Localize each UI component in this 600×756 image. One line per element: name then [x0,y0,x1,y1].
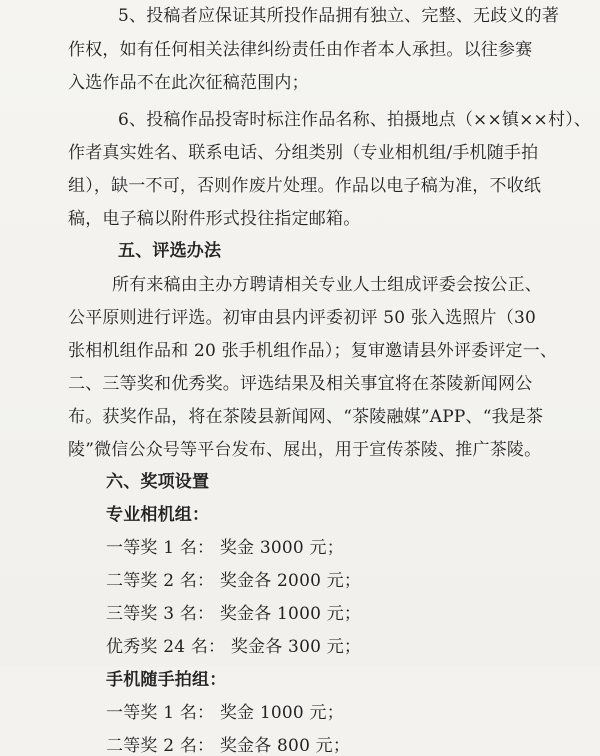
evaluation-paragraph-line-4: 二、三等奖和优秀奖。评选结果及相关事宜将在茶陵新闻网公 [68,374,533,394]
evaluation-paragraph-line-1: 所有来稿由主办方聘请相关专业人士组成评委会按公正、 [112,275,542,295]
paragraph-6-line-4: 稿，电子稿以附件形式投往指定邮箱。 [68,209,361,229]
paragraph-5-line-2: 作权，如有任何相关法律纠纷责任由作者本人承担。以往参赛 [68,40,533,60]
evaluation-paragraph-line-2: 公平原则进行评选。初审由县内评委初评 50 张入选照片（30 [68,308,537,328]
awards-mobile-title: 手机随手拍组： [106,670,227,690]
paragraph-6-line-2: 作者真实姓名、联系电话、分组类别（专业相机组/手机随手拍 [68,143,539,163]
evaluation-paragraph-line-5: 布。获奖作品，将在茶陵县新闻网、“茶陵融媒”APP、“我是茶 [68,407,544,427]
award-line-mobile-second: 二等奖 2 名： 奖金各 800 元； [106,736,351,756]
paragraph-6-line-1: 6、投稿作品投寄时标注作品名称、拍摄地点（××镇××村）、 [118,110,592,130]
award-line-pro-second: 二等奖 2 名： 奖金各 2000 元； [106,571,362,591]
award-line-mobile-first: 一等奖 1 名： 奖金 1000 元； [106,703,344,723]
award-line-pro-first: 一等奖 1 名： 奖金 3000 元； [106,538,344,558]
award-line-pro-third: 三等奖 3 名： 奖金各 1000 元； [106,604,362,624]
evaluation-paragraph-line-6: 陵”微信公众号等平台发布、展出，用于宣传茶陵、推广茶陵。 [68,440,542,460]
paragraph-5-line-1: 5、投稿者应保证其所投作品拥有独立、完整、无歧义的著 [118,6,560,26]
section-heading-awards: 六、奖项设置 [106,472,210,492]
award-line-pro-excellent: 优秀奖 24 名： 奖金各 300 元； [106,637,362,657]
paragraph-6-line-3: 组），缺一不可，否则作废片处理。作品以电子稿为准，不收纸 [68,176,542,196]
section-heading-evaluation: 五、评选办法 [118,241,222,261]
awards-professional-title: 专业相机组： [106,505,210,525]
paragraph-5-line-3: 入选作品不在此次征稿范围内； [68,73,309,93]
evaluation-paragraph-line-3: 张相机组作品和 20 张手机组作品）；复审邀请县外评委评定一、 [68,341,558,361]
